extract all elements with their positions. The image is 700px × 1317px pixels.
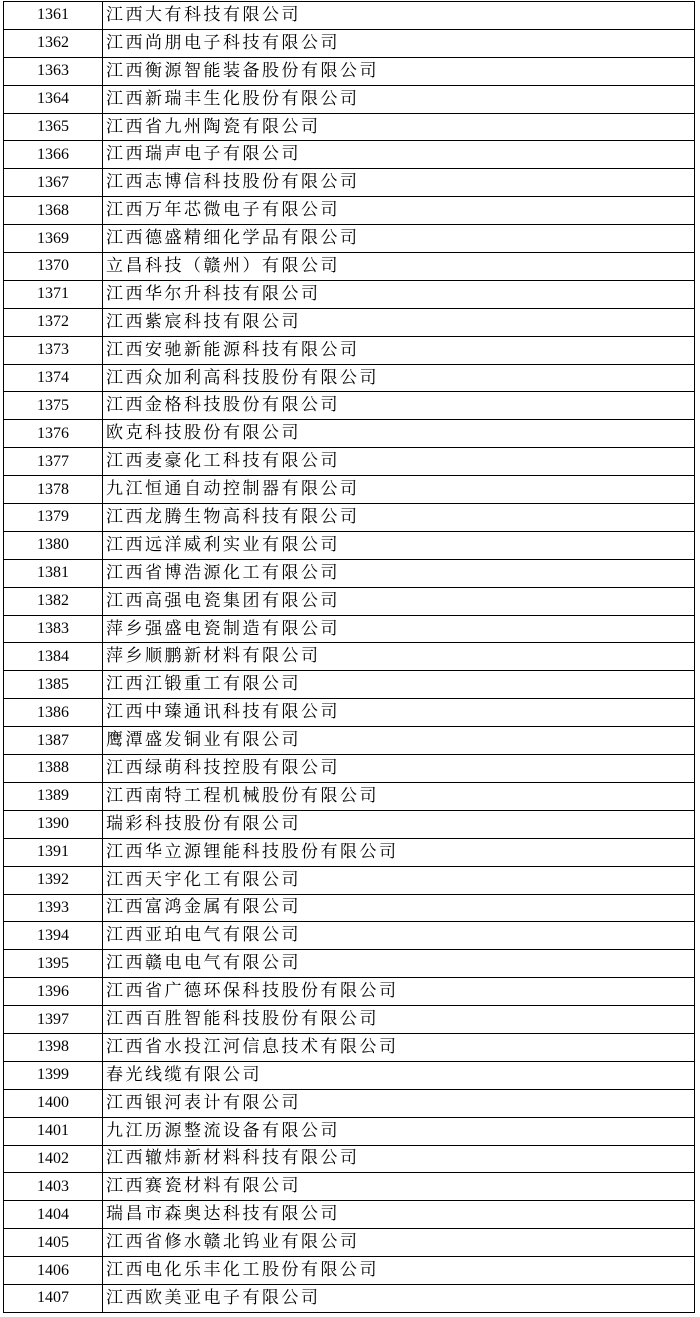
- table-row: [4, 615, 695, 643]
- table-row: [4, 1061, 695, 1089]
- row-number-cell: 1371: [4, 280, 103, 308]
- company-name-cell: 萍乡顺鹏新材料有限公司: [103, 643, 695, 671]
- table-row: [4, 1201, 695, 1229]
- row-number-cell: 1381: [4, 559, 103, 587]
- table-row: [4, 671, 695, 699]
- table-row: [4, 57, 695, 85]
- row-number-cell: 1369: [4, 225, 103, 253]
- company-name-cell: 瑞彩科技股份有限公司: [103, 810, 695, 838]
- table-row: [4, 225, 695, 253]
- row-number-cell: 1363: [4, 57, 103, 85]
- table-row: [4, 308, 695, 336]
- company-name-cell: 江西欧美亚电子有限公司: [103, 1284, 695, 1312]
- row-number-cell: 1398: [4, 1033, 103, 1061]
- row-number-cell: 1377: [4, 448, 103, 476]
- company-name-cell: 江西万年芯微电子有限公司: [103, 197, 695, 225]
- table-row: [4, 978, 695, 1006]
- company-name-cell: 瑞昌市森奥达科技有限公司: [103, 1201, 695, 1229]
- company-name-cell: 江西德盛精细化学品有限公司: [103, 225, 695, 253]
- table-row: [4, 559, 695, 587]
- row-number-cell: 1379: [4, 504, 103, 532]
- table-row: [4, 336, 695, 364]
- table-row: [4, 169, 695, 197]
- row-number-cell: 1361: [4, 2, 103, 30]
- table-row: [4, 1089, 695, 1117]
- company-name-cell: 立昌科技（赣州）有限公司: [103, 253, 695, 281]
- company-name-cell: 江西瑞声电子有限公司: [103, 141, 695, 169]
- company-name-cell: 九江恒通自动控制器有限公司: [103, 476, 695, 504]
- row-number-cell: 1364: [4, 85, 103, 113]
- company-table-body: [4, 2, 695, 1313]
- table-row: [4, 113, 695, 141]
- company-list-sheet: [3, 1, 695, 1313]
- row-number-cell: 1372: [4, 308, 103, 336]
- table-row: [4, 141, 695, 169]
- row-number-cell: 1402: [4, 1145, 103, 1173]
- table-row: [4, 1145, 695, 1173]
- company-name-cell: 九江历源整流设备有限公司: [103, 1117, 695, 1145]
- company-table: [3, 1, 695, 1313]
- row-number-cell: 1384: [4, 643, 103, 671]
- row-number-cell: 1368: [4, 197, 103, 225]
- row-number-cell: 1393: [4, 894, 103, 922]
- row-number-cell: 1389: [4, 782, 103, 810]
- company-name-cell: 江西远洋威利实业有限公司: [103, 531, 695, 559]
- row-number-cell: 1390: [4, 810, 103, 838]
- table-row: [4, 364, 695, 392]
- table-row: [4, 280, 695, 308]
- row-number-cell: 1399: [4, 1061, 103, 1089]
- company-name-cell: 江西中臻通讯科技有限公司: [103, 699, 695, 727]
- company-name-cell: 江西衡源智能装备股份有限公司: [103, 57, 695, 85]
- table-row: [4, 504, 695, 532]
- table-row: [4, 1229, 695, 1257]
- company-name-cell: 江西百胜智能科技股份有限公司: [103, 1006, 695, 1034]
- row-number-cell: 1366: [4, 141, 103, 169]
- table-row: [4, 782, 695, 810]
- table-row: [4, 838, 695, 866]
- row-number-cell: 1375: [4, 392, 103, 420]
- table-row: [4, 476, 695, 504]
- company-name-cell: 江西金格科技股份有限公司: [103, 392, 695, 420]
- company-name-cell: 江西赣电电气有限公司: [103, 950, 695, 978]
- company-name-cell: 鹰潭盛发铜业有限公司: [103, 727, 695, 755]
- table-row: [4, 587, 695, 615]
- row-number-cell: 1394: [4, 922, 103, 950]
- company-name-cell: 江西省九州陶瓷有限公司: [103, 113, 695, 141]
- company-name-cell: 江西安驰新能源科技有限公司: [103, 336, 695, 364]
- table-row: [4, 922, 695, 950]
- company-name-cell: 江西天宇化工有限公司: [103, 866, 695, 894]
- company-name-cell: 江西华立源锂能科技股份有限公司: [103, 838, 695, 866]
- company-name-cell: 江西富鸿金属有限公司: [103, 894, 695, 922]
- table-row: [4, 1257, 695, 1285]
- row-number-cell: 1380: [4, 531, 103, 559]
- company-name-cell: 江西省广德环保科技股份有限公司: [103, 978, 695, 1006]
- table-row: [4, 755, 695, 783]
- company-name-cell: 春光线缆有限公司: [103, 1061, 695, 1089]
- row-number-cell: 1397: [4, 1006, 103, 1034]
- table-row: [4, 1117, 695, 1145]
- company-name-cell: 萍乡强盛电瓷制造有限公司: [103, 615, 695, 643]
- row-number-cell: 1370: [4, 253, 103, 281]
- row-number-cell: 1406: [4, 1257, 103, 1285]
- row-number-cell: 1404: [4, 1201, 103, 1229]
- company-name-cell: 江西绿萌科技控股有限公司: [103, 755, 695, 783]
- row-number-cell: 1395: [4, 950, 103, 978]
- row-number-cell: 1400: [4, 1089, 103, 1117]
- company-name-cell: 江西尚朋电子科技有限公司: [103, 29, 695, 57]
- table-row: [4, 1284, 695, 1312]
- company-name-cell: 江西江锻重工有限公司: [103, 671, 695, 699]
- company-name-cell: 江西省水投江河信息技术有限公司: [103, 1033, 695, 1061]
- company-name-cell: 江西赛瓷材料有限公司: [103, 1173, 695, 1201]
- row-number-cell: 1391: [4, 838, 103, 866]
- company-name-cell: 江西新瑞丰生化股份有限公司: [103, 85, 695, 113]
- row-number-cell: 1376: [4, 420, 103, 448]
- table-row: [4, 197, 695, 225]
- table-row: [4, 1033, 695, 1061]
- table-row: [4, 810, 695, 838]
- company-name-cell: 江西电化乐丰化工股份有限公司: [103, 1257, 695, 1285]
- table-row: [4, 420, 695, 448]
- row-number-cell: 1392: [4, 866, 103, 894]
- row-number-cell: 1362: [4, 29, 103, 57]
- company-name-cell: 江西南特工程机械股份有限公司: [103, 782, 695, 810]
- company-name-cell: 江西辙炜新材料科技有限公司: [103, 1145, 695, 1173]
- table-row: [4, 2, 695, 30]
- company-name-cell: 江西高强电瓷集团有限公司: [103, 587, 695, 615]
- row-number-cell: 1378: [4, 476, 103, 504]
- row-number-cell: 1386: [4, 699, 103, 727]
- company-name-cell: 江西大有科技有限公司: [103, 2, 695, 30]
- table-row: [4, 950, 695, 978]
- row-number-cell: 1396: [4, 978, 103, 1006]
- row-number-cell: 1383: [4, 615, 103, 643]
- row-number-cell: 1403: [4, 1173, 103, 1201]
- company-name-cell: 江西紫宸科技有限公司: [103, 308, 695, 336]
- company-name-cell: 江西银河表计有限公司: [103, 1089, 695, 1117]
- table-row: [4, 727, 695, 755]
- company-name-cell: 江西华尔升科技有限公司: [103, 280, 695, 308]
- company-name-cell: 江西麦豪化工科技有限公司: [103, 448, 695, 476]
- row-number-cell: 1407: [4, 1284, 103, 1312]
- table-row: [4, 894, 695, 922]
- table-row: [4, 1006, 695, 1034]
- table-row: [4, 866, 695, 894]
- table-row: [4, 531, 695, 559]
- table-row: [4, 1173, 695, 1201]
- company-name-cell: 江西众加利高科技股份有限公司: [103, 364, 695, 392]
- row-number-cell: 1367: [4, 169, 103, 197]
- row-number-cell: 1385: [4, 671, 103, 699]
- company-name-cell: 江西省修水赣北钨业有限公司: [103, 1229, 695, 1257]
- row-number-cell: 1373: [4, 336, 103, 364]
- table-row: [4, 699, 695, 727]
- row-number-cell: 1405: [4, 1229, 103, 1257]
- table-row: [4, 448, 695, 476]
- table-row: [4, 29, 695, 57]
- row-number-cell: 1401: [4, 1117, 103, 1145]
- company-name-cell: 江西志博信科技股份有限公司: [103, 169, 695, 197]
- company-name-cell: 江西省博浩源化工有限公司: [103, 559, 695, 587]
- table-row: [4, 85, 695, 113]
- company-name-cell: 江西亚珀电气有限公司: [103, 922, 695, 950]
- row-number-cell: 1382: [4, 587, 103, 615]
- table-row: [4, 643, 695, 671]
- table-row: [4, 392, 695, 420]
- company-name-cell: 欧克科技股份有限公司: [103, 420, 695, 448]
- row-number-cell: 1365: [4, 113, 103, 141]
- row-number-cell: 1374: [4, 364, 103, 392]
- table-row: [4, 253, 695, 281]
- row-number-cell: 1388: [4, 755, 103, 783]
- row-number-cell: 1387: [4, 727, 103, 755]
- company-name-cell: 江西龙腾生物高科技有限公司: [103, 504, 695, 532]
